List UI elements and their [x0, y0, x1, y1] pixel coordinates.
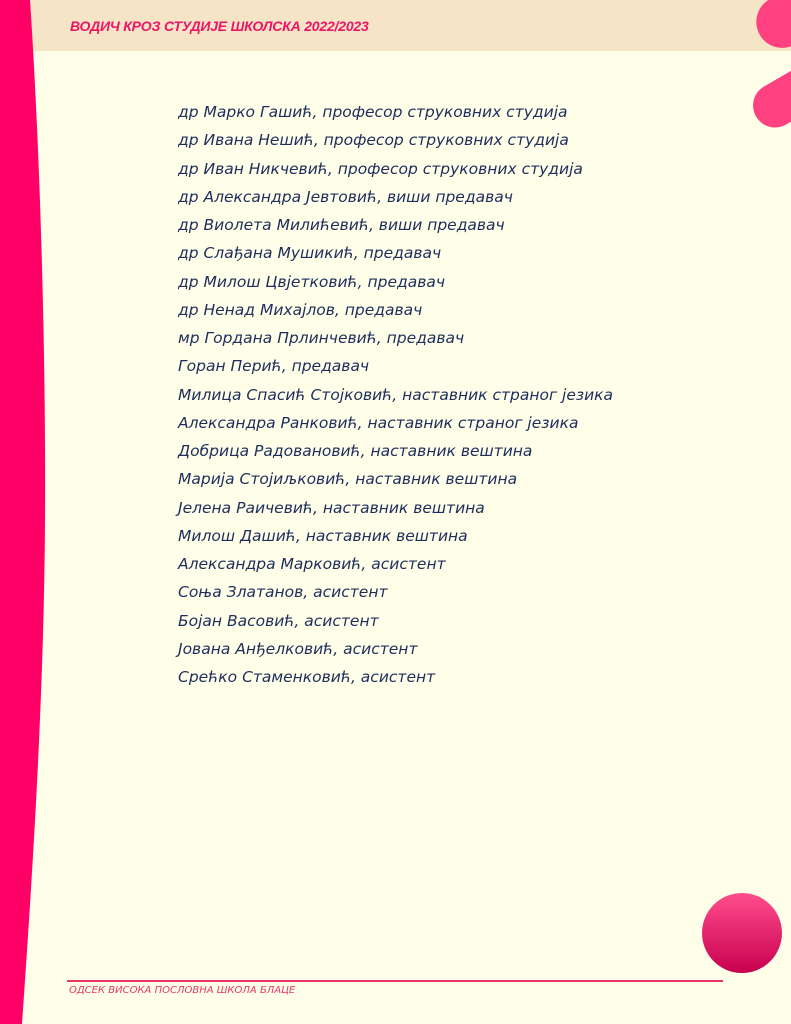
staff-item: Милица Спасић Стојковић, наставник страног језика	[178, 385, 614, 404]
bottom-right-ball	[702, 893, 782, 973]
header-title: ВОДИЧ КРОЗ СТУДИЈЕ ШКОЛСКА 2022/2023	[70, 18, 369, 34]
staff-item: Јелена Раичевић, наставник вештина	[178, 498, 485, 517]
staff-item: Соња Златанов, асистент	[178, 583, 388, 602]
staff-item: др Слађана Мушикић, предавач	[178, 244, 442, 263]
staff-item: Марија Стојиљковић, наставник вештина	[178, 470, 518, 489]
staff-item: др Ивана Нешић, професор струковних студија	[178, 131, 569, 150]
staff-item: др Виолета Милићевић, виши предавач	[178, 216, 505, 234]
staff-item: др Марко Гашић, професор струковних студија	[178, 103, 568, 121]
staff-list	[178, 101, 613, 694]
staff-item: Милош Дашић, наставник вештина	[178, 526, 468, 545]
staff-item: Александра Марковић, асистент	[178, 555, 446, 573]
staff-item: мр Гордана Прлинчевић, предавач	[178, 329, 465, 347]
staff-item: др Милош Цвјетковић, предавач	[178, 272, 445, 291]
staff-item: Срећко Стаменковић, асистент	[178, 668, 436, 686]
staff-item: Александра Ранковић, наставник страног језика	[178, 413, 579, 432]
footer-divider	[67, 980, 723, 982]
staff-item: др Александра Јевтовић, виши предавач	[178, 187, 513, 206]
staff-item: Горан Перић, предавач	[178, 357, 370, 376]
staff-item: Бојан Васовић, асистент	[178, 611, 379, 630]
staff-item: Добрица Радовановић, наставник вештина	[178, 442, 533, 460]
footer-text: ОДСЕК ВИСОКА ПОСЛОВНА ШКОЛА БЛАЦЕ	[69, 985, 296, 996]
right-pill	[745, 52, 791, 135]
staff-item: др Ненад Михајлов, предавач	[178, 300, 423, 319]
left-pink-band	[0, 0, 45, 1024]
staff-item: Јована Анђелковић, асистент	[178, 639, 418, 658]
staff-item: др Иван Никчевић, професор струковних студија	[178, 159, 583, 178]
top-right-pill	[748, 0, 791, 56]
